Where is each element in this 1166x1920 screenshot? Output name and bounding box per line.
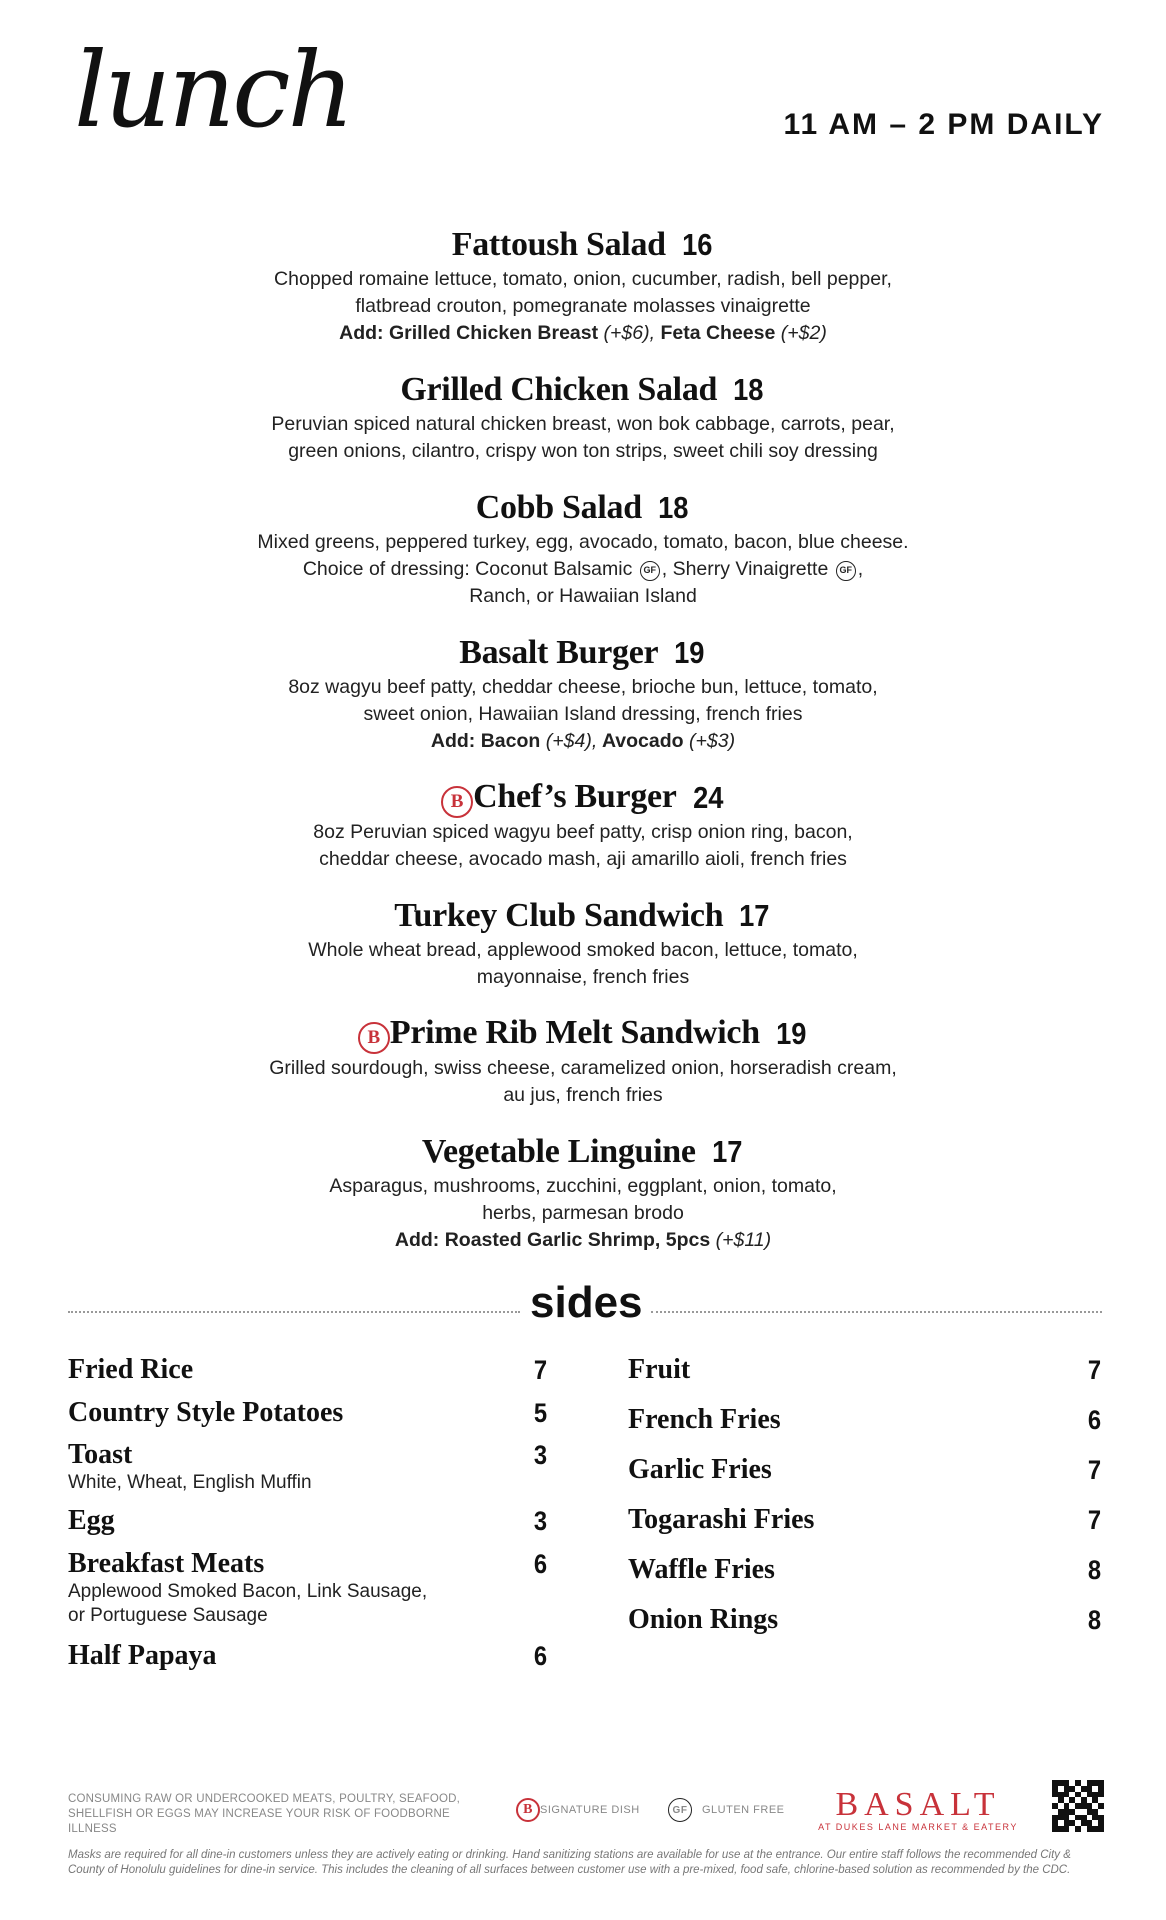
addon-price: (+$4), [545, 730, 598, 752]
side-name: Togarashi Fries [628, 1504, 815, 1535]
item-name-text: Prime Rib Melt Sandwich [389, 1014, 760, 1051]
item-name: Fattoush Salad [451, 226, 666, 263]
side-name: Fried Rice [68, 1354, 194, 1385]
side-price: 7 [1087, 1455, 1102, 1485]
item-description: sweet onion, Hawaiian Island dressing, french fries [363, 703, 803, 725]
item-description: flatbread crouton, pomegranate molasses vinaigrette [355, 295, 811, 317]
signature-dish-icon: B [516, 1798, 540, 1822]
gluten-free-icon: GF [836, 561, 856, 581]
item-description [0, 556, 1166, 583]
item-description: Whole wheat bread, applewood smoked bacon, lettuce, tomato, [308, 939, 858, 961]
signature-dish-icon: B [358, 1022, 390, 1054]
menu-item [0, 1013, 1166, 1109]
item-name [358, 1014, 760, 1054]
item-description: 8oz wagyu beef patty, cheddar cheese, brioche bun, lettuce, tomato, [288, 676, 878, 698]
side-item [68, 1397, 548, 1439]
side-item [68, 1548, 548, 1640]
addon-label: Feta Cheese [660, 322, 776, 344]
lunch-menu [0, 224, 1166, 1276]
side-description: White, Wheat, English Muffin [68, 1472, 312, 1493]
side-item [628, 1554, 1102, 1604]
side-name: Onion Rings [628, 1604, 779, 1635]
item-name: Vegetable Linguine [421, 1133, 696, 1170]
item-description: green onions, cilantro, crispy won ton strips, sweet chili soy dressing [288, 440, 878, 462]
warning-line: CONSUMING RAW OR UNDERCOOKED MEATS, POULTRY, SEAFOOD, [68, 1793, 461, 1805]
side-item [628, 1504, 1102, 1554]
item-price: 17 [739, 898, 770, 933]
item-description: Chopped romaine lettuce, tomato, onion, cucumber, radish, bell pepper, [274, 268, 892, 290]
menu-item [0, 895, 1166, 991]
brand-name: BASALT [835, 1786, 1001, 1823]
menu-item [0, 777, 1166, 873]
item-name: Basalt Burger [459, 634, 659, 671]
dotted-divider [651, 1311, 1102, 1313]
side-item [628, 1604, 1102, 1654]
side-name: Garlic Fries [628, 1454, 772, 1485]
brand-subtitle: AT DUKES LANE MARKET & EATERY [818, 1822, 1018, 1832]
addon-price: (+$11) [715, 1229, 772, 1251]
side-price: 3 [533, 1440, 548, 1470]
qr-code-icon[interactable] [1052, 1780, 1104, 1832]
dressing-text: , [857, 558, 864, 580]
item-name [441, 778, 677, 818]
side-price: 8 [1087, 1605, 1102, 1635]
item-name-text: Chef’s Burger [473, 778, 677, 815]
side-item [628, 1404, 1102, 1454]
item-addons [0, 320, 1166, 347]
addon-label: Avocado [601, 730, 684, 752]
item-description: 8oz Peruvian spiced wagyu beef patty, crisp onion ring, bacon, [313, 821, 853, 843]
menu-item [0, 369, 1166, 465]
item-name: Grilled Chicken Salad [400, 371, 718, 408]
item-name: Cobb Salad [475, 489, 642, 526]
page-title: lunch [74, 29, 352, 151]
item-description: cheddar cheese, avocado mash, aji amarillo aioli, french fries [319, 848, 847, 870]
legend-gluten-free [666, 1798, 785, 1822]
item-price: 19 [674, 635, 705, 670]
item-description: Mixed greens, peppered turkey, egg, avocado, tomato, bacon, blue cheese. [257, 531, 909, 553]
health-notice: Masks are required for all dine-in customers unless they are actively eating or drinking. Hand sanitizing stations are available for use at the entrance. Our entire staff follows the recommended City & County of Honolulu guidelines for dine-in service. This includes the cleaning of all surfaces between customer use with a pre-mixed, food safe, chlorine-based solution as recommended by the CDC. [68, 1849, 1071, 1876]
gluten-free-icon: GF [668, 1798, 692, 1822]
side-description: or Portuguese Sausage [68, 1605, 268, 1626]
side-price: 7 [1087, 1355, 1102, 1385]
dressing-text: , Sherry Vinaigrette [661, 558, 829, 580]
side-name: Egg [68, 1505, 115, 1536]
side-name: Waffle Fries [628, 1554, 775, 1585]
menu-item [0, 487, 1166, 610]
side-name: Fruit [628, 1354, 691, 1385]
legend-label: SIGNATURE DISH [540, 1804, 640, 1816]
side-price: 7 [533, 1355, 548, 1385]
sides-left-column [68, 1354, 548, 1680]
item-price: 16 [681, 227, 713, 262]
item-description: herbs, parmesan brodo [482, 1202, 684, 1224]
side-name: Half Papaya [68, 1640, 217, 1671]
brand-logo [812, 1788, 1024, 1832]
item-price: 18 [733, 372, 764, 407]
side-name: Toast [68, 1439, 133, 1470]
addon-price: (+$2) [780, 322, 827, 344]
item-price: 17 [711, 1134, 743, 1169]
sides-right-column [628, 1354, 1102, 1654]
item-price: 19 [775, 1016, 807, 1051]
item-addons [0, 728, 1166, 755]
side-name: Breakfast Meats [68, 1548, 265, 1579]
item-description: Ranch, or Hawaiian Island [469, 585, 697, 607]
side-price: 6 [533, 1641, 548, 1671]
item-addons [0, 1227, 1166, 1254]
item-price: 24 [692, 780, 724, 815]
dressing-text: Choice of dressing: Coconut Balsamic [302, 558, 633, 580]
side-price: 5 [533, 1398, 548, 1428]
side-price: 6 [533, 1549, 548, 1579]
warning-line: SHELLFISH OR EGGS MAY INCREASE YOUR RISK OF FOODBORNE ILLNESS [68, 1808, 450, 1835]
sides-title: sides [530, 1278, 643, 1327]
item-description: mayonnaise, french fries [476, 966, 690, 988]
menu-item [0, 1131, 1166, 1254]
legend-signature [516, 1798, 640, 1822]
addon-price: (+$6), [603, 322, 656, 344]
menu-item [0, 632, 1166, 755]
side-description: Applewood Smoked Bacon, Link Sausage, [68, 1581, 428, 1602]
service-hours: 11 AM – 2 PM DAILY [783, 108, 1104, 141]
addon-label: Add: Bacon [430, 730, 541, 752]
food-safety-warning [68, 1792, 498, 1837]
side-price: 7 [1087, 1505, 1102, 1535]
side-price: 8 [1087, 1555, 1102, 1585]
side-item [628, 1454, 1102, 1504]
item-description: au jus, french fries [503, 1084, 663, 1106]
sides-header [68, 1278, 1102, 1338]
gluten-free-icon: GF [640, 561, 660, 581]
side-item [68, 1505, 548, 1548]
side-name: French Fries [628, 1404, 781, 1435]
addon-label: Add: Grilled Chicken Breast [339, 322, 599, 344]
side-item [68, 1640, 548, 1680]
item-price: 18 [657, 490, 689, 525]
side-name: Country Style Potatoes [68, 1397, 344, 1428]
addon-label: Add: Roasted Garlic Shrimp, 5pcs [394, 1229, 711, 1251]
menu-item [0, 224, 1166, 347]
item-name: Turkey Club Sandwich [394, 897, 724, 934]
item-description: Grilled sourdough, swiss cheese, caramelized onion, horseradish cream, [269, 1057, 897, 1079]
side-item [68, 1354, 548, 1397]
item-description: Peruvian spiced natural chicken breast, won bok cabbage, carrots, pear, [271, 413, 895, 435]
side-price: 6 [1087, 1405, 1102, 1435]
addon-price: (+$3) [689, 730, 736, 752]
signature-dish-icon: B [441, 786, 473, 818]
side-item [628, 1354, 1102, 1404]
item-description: Asparagus, mushrooms, zucchini, eggplant, onion, tomato, [329, 1175, 837, 1197]
dotted-divider [68, 1311, 520, 1313]
side-price: 3 [533, 1506, 548, 1536]
side-item [68, 1439, 548, 1505]
legend-label: GLUTEN FREE [702, 1804, 785, 1816]
